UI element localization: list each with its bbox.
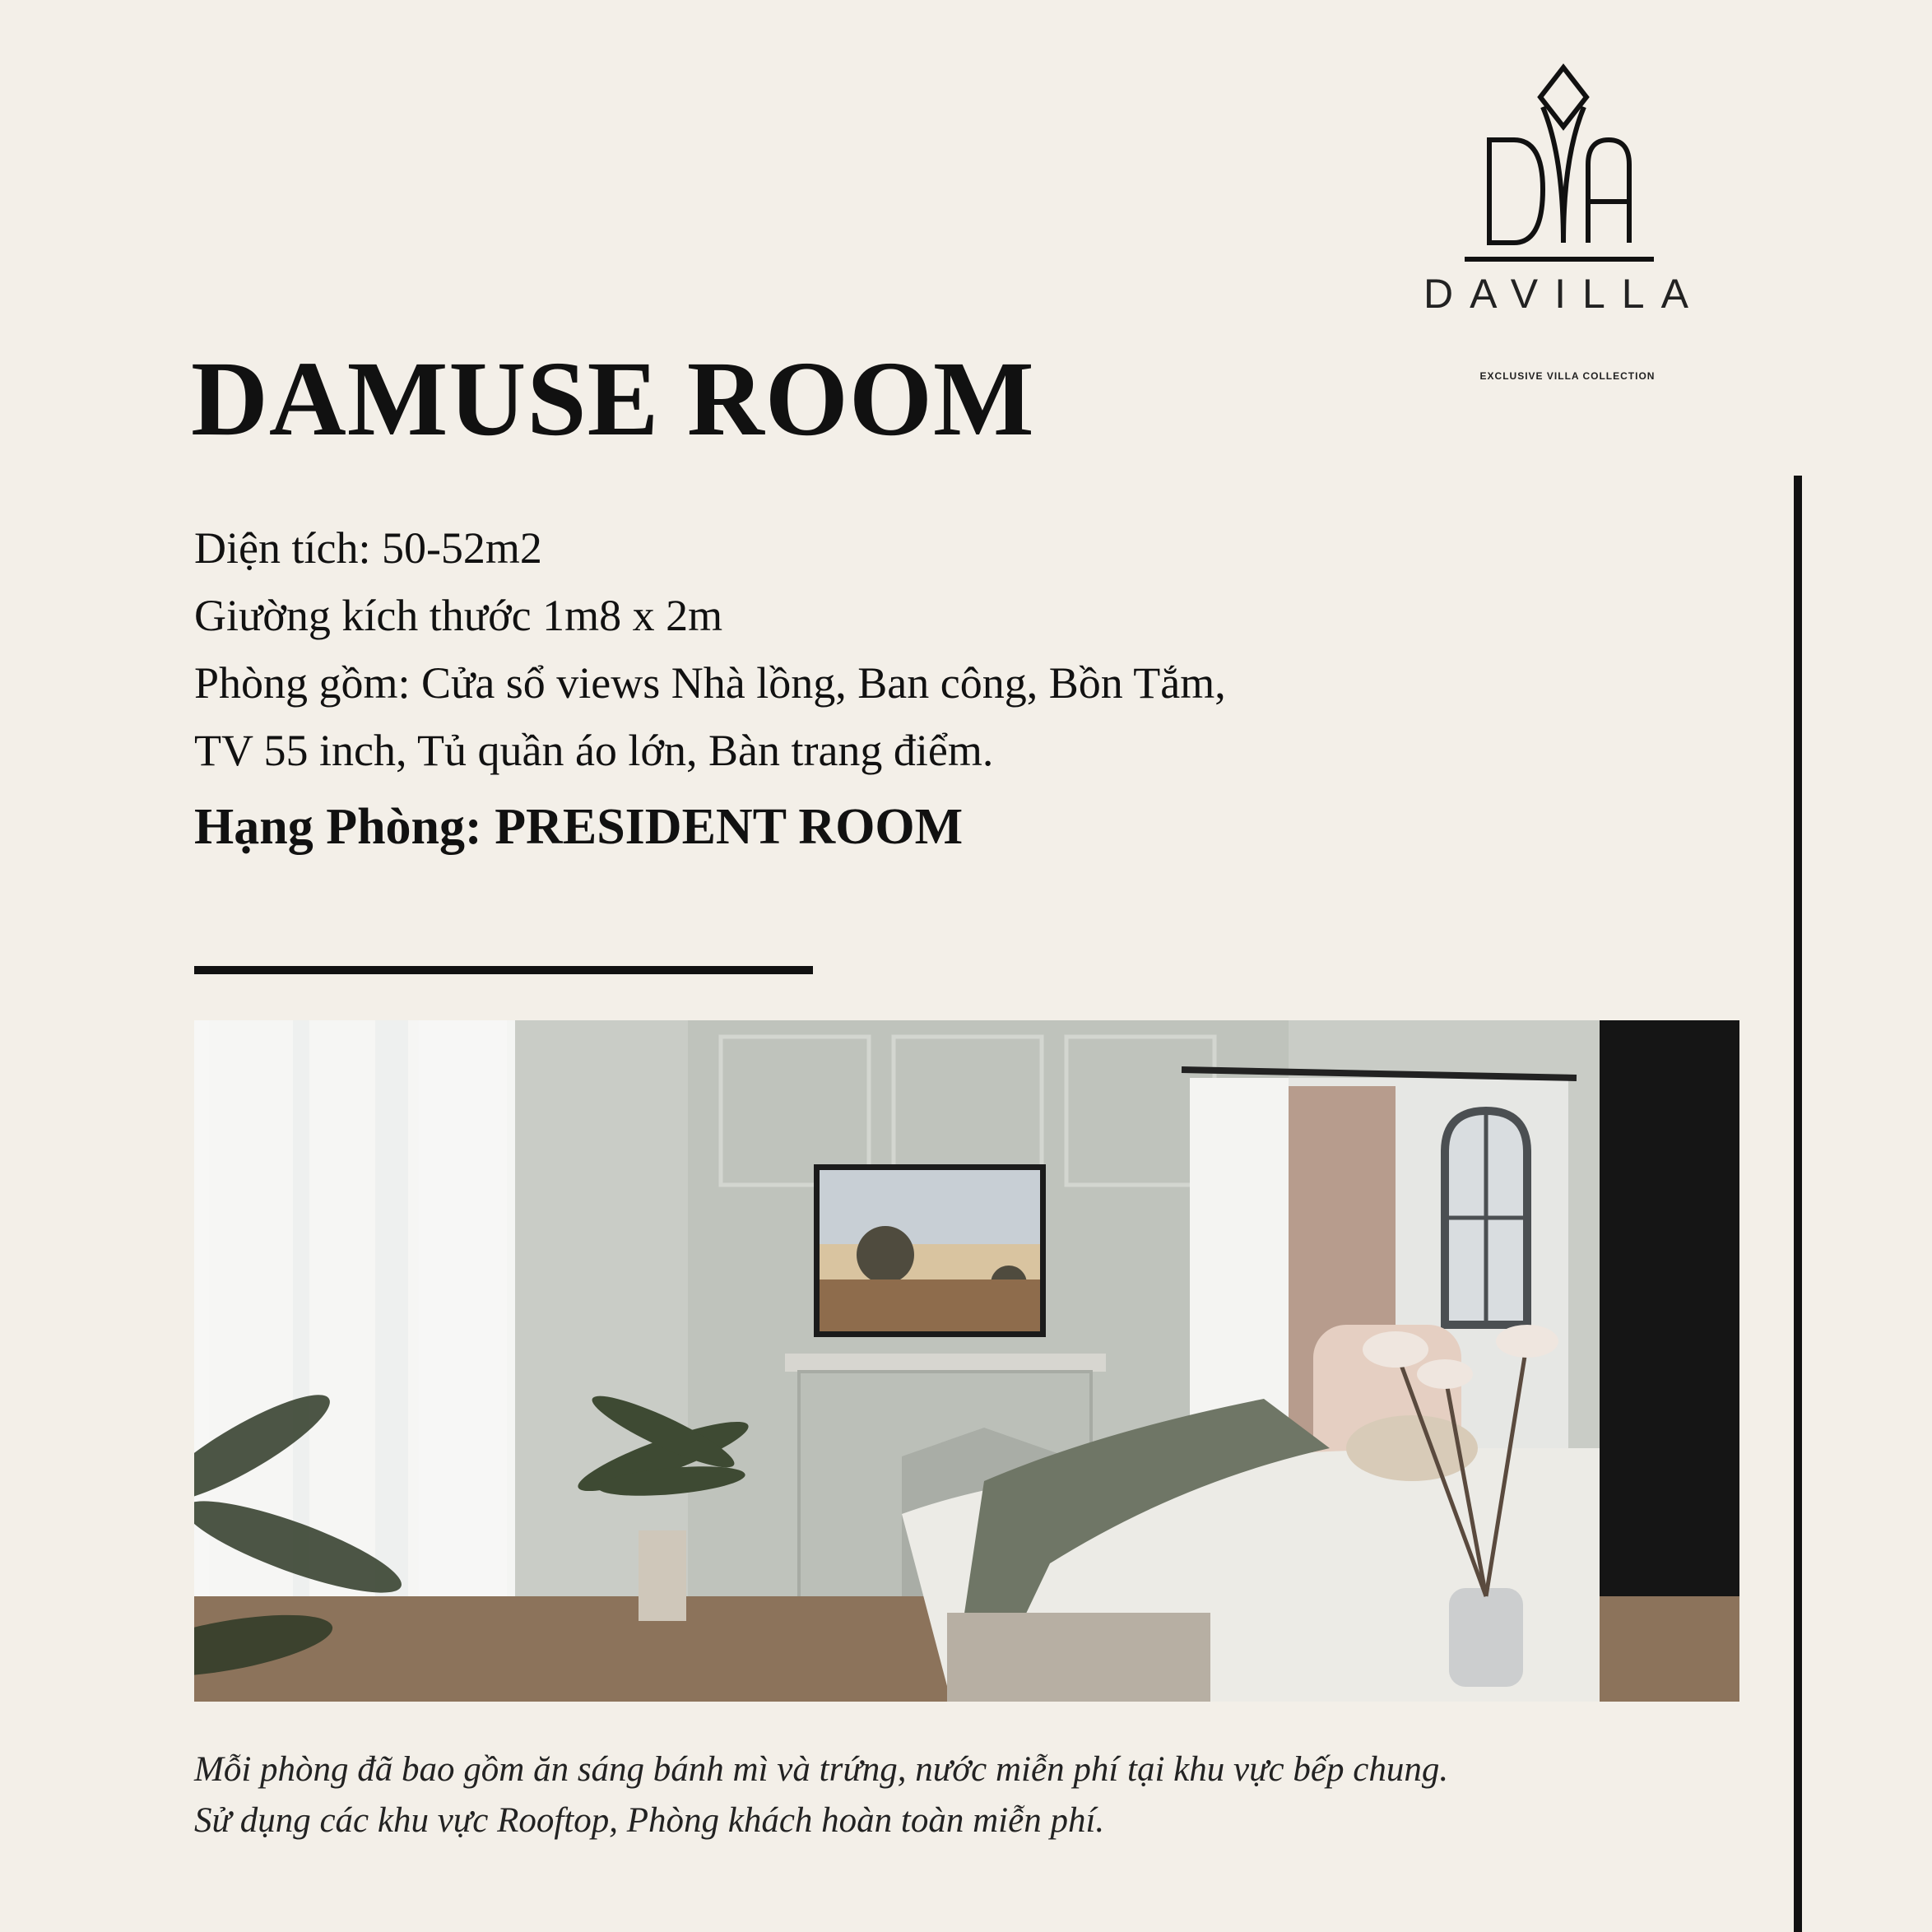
footer-notes bbox=[194, 1744, 1448, 1846]
detail-amenities-cont: TV 55 inch, Tủ quần áo lớn, Bàn trang điểm. bbox=[194, 726, 994, 775]
note-rooftop: Sử dụng các khu vực Rooftop, Phòng khách hoàn toàn miễn phí. bbox=[194, 1801, 1105, 1840]
room-details bbox=[194, 514, 1226, 784]
room-photo-illustration bbox=[194, 1020, 1739, 1702]
brand-name: DAVILLA bbox=[1423, 271, 1705, 317]
vertical-divider bbox=[1794, 476, 1802, 1932]
room-class: Hạng Phòng: PRESIDENT ROOM bbox=[194, 799, 964, 855]
note-breakfast: Mỗi phòng đã bao gồm ăn sáng bánh mì và trứng, nước miễn phí tại khu vực bếp chung. bbox=[194, 1750, 1449, 1789]
brand-tagline: EXCLUSIVE VILLA COLLECTION bbox=[1479, 370, 1656, 382]
room-photo bbox=[194, 1020, 1739, 1702]
detail-area: Diện tích: 50-52m2 bbox=[194, 523, 542, 573]
horizontal-divider bbox=[194, 966, 813, 974]
detail-amenities: Phòng gồm: Cửa sổ views Nhà lồng, Ban công, Bồn Tắm, bbox=[194, 658, 1226, 708]
davilla-monogram-icon bbox=[1465, 58, 1662, 263]
brand-logo bbox=[1423, 58, 1705, 382]
detail-bed-size: Giường kích thước 1m8 x 2m bbox=[194, 591, 723, 640]
room-title: DAMUSE ROOM bbox=[191, 340, 1035, 458]
